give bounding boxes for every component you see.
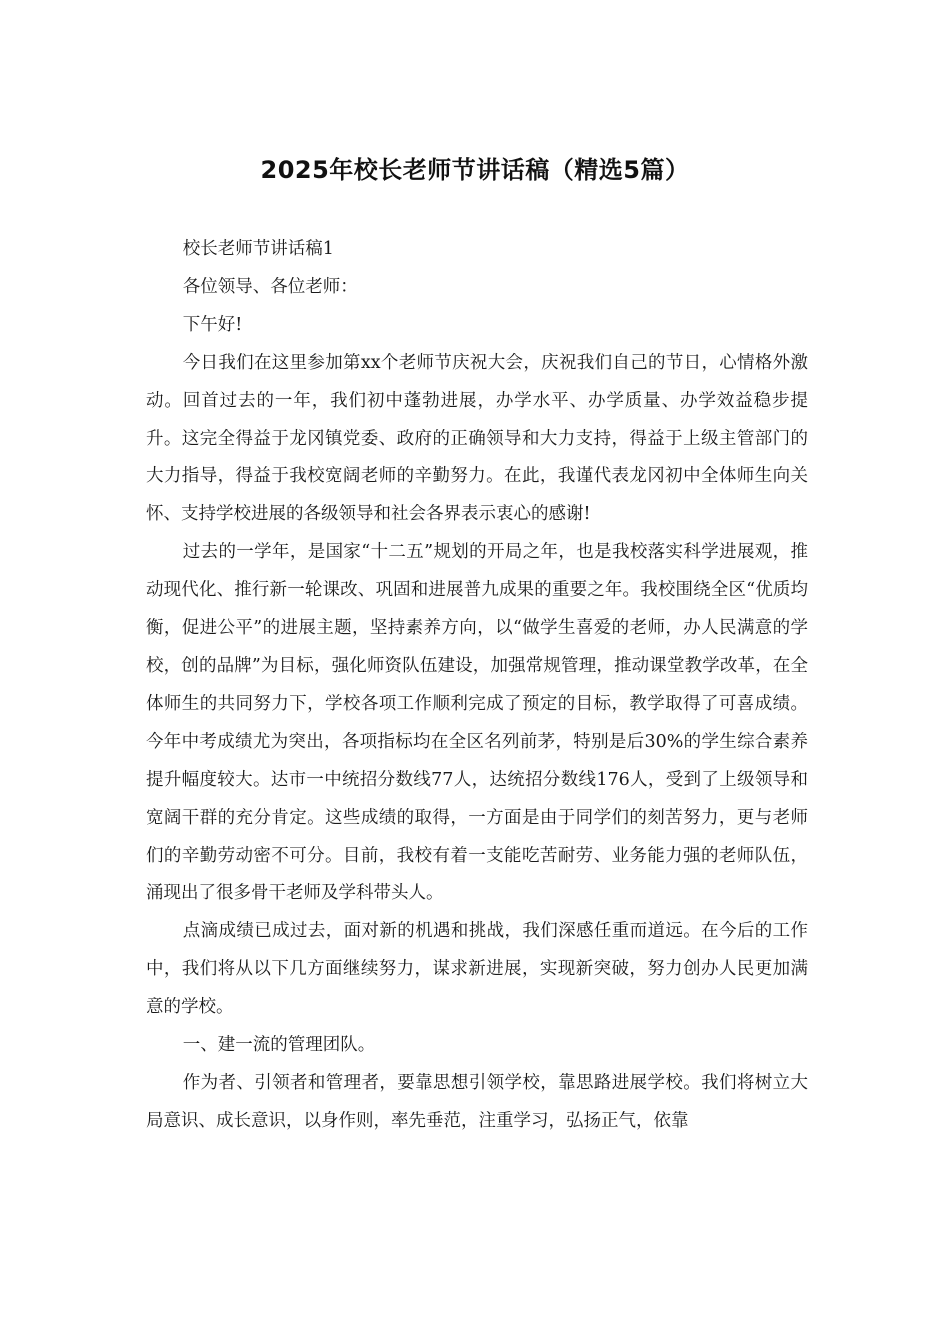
subheading: 一、建一流的管理团队。 <box>182 1035 376 1056</box>
body-paragraph: 今日我们在这里参加第xx个老师节庆祝大会，庆祝我们自己的节日，心情格外激动。回首过去的一年，我们初中蓬勃进展，办学水平、办学质量、办学效益稳步提升。这完全得益于龙冈镇党委、政府的正确领导和大力支持，得益于上级主管部门的大力指导，得益于我校宽阔老师的辛勤努力。在此，我谨代表龙冈初中全体师生向关怀、支持学校进展的各级领导和社会各界表示衷心的感谢! <box>146 352 808 525</box>
section-heading: 校长老师节讲话稿1 <box>182 239 334 259</box>
document-title: 2025年校长老师节讲话稿（精选5篇） <box>260 156 690 184</box>
document-body <box>146 231 808 1141</box>
body-paragraph: 点滴成绩已成过去，面对新的机遇和挑战，我们深感任重而道远。在今后的工作中，我们将从以下几方面继续努力，谋求新进展，实现新突破，努力创办人民更加满意的学校。 <box>146 921 808 1018</box>
salutation: 各位领导、各位老师： <box>182 276 358 297</box>
body-paragraph: 作为者、引领者和管理者，要靠思想引领学校，靠思路进展学校。我们将树立大局意识、成长意识，以身作则，率先垂范，注重学习，弘扬正气，依靠 <box>146 1072 808 1131</box>
greeting: 下午好! <box>182 314 243 335</box>
body-paragraph: 过去的一学年，是国家“十二五”规划的开局之年，也是我校落实科学进展观，推动现代化、推行新一轮课改、巩固和进展普九成果的重要之年。我校围绕全区“优质均衡，促进公平”的进展主题，坚持素养方向，以“做学生喜爱的老师，办人民满意的学校，创的品牌”为目标，强化师资队伍建设，加强常规管理，推动课堂教学改革，在全体师生的共同努力下，学校各项工作顺利完成了预定的目标，教学取得了可喜成绩。今年中考成绩尤为突出，各项指标均在全区名列前茅，特别是后30%的学生综合素养提升幅度较大。达市一中统招分数线77人，达统招分数线176人，受到了上级领导和宽阔干群的充分肯定。这些成绩的取得，一方面是由于同学们的刻苦努力，更与老师们的辛勤劳动密不可分。目前，我校有着一支能吃苦耐劳、业务能力强的老师队伍，涌现出了很多骨干老师及学科带头人。 <box>146 542 808 904</box>
